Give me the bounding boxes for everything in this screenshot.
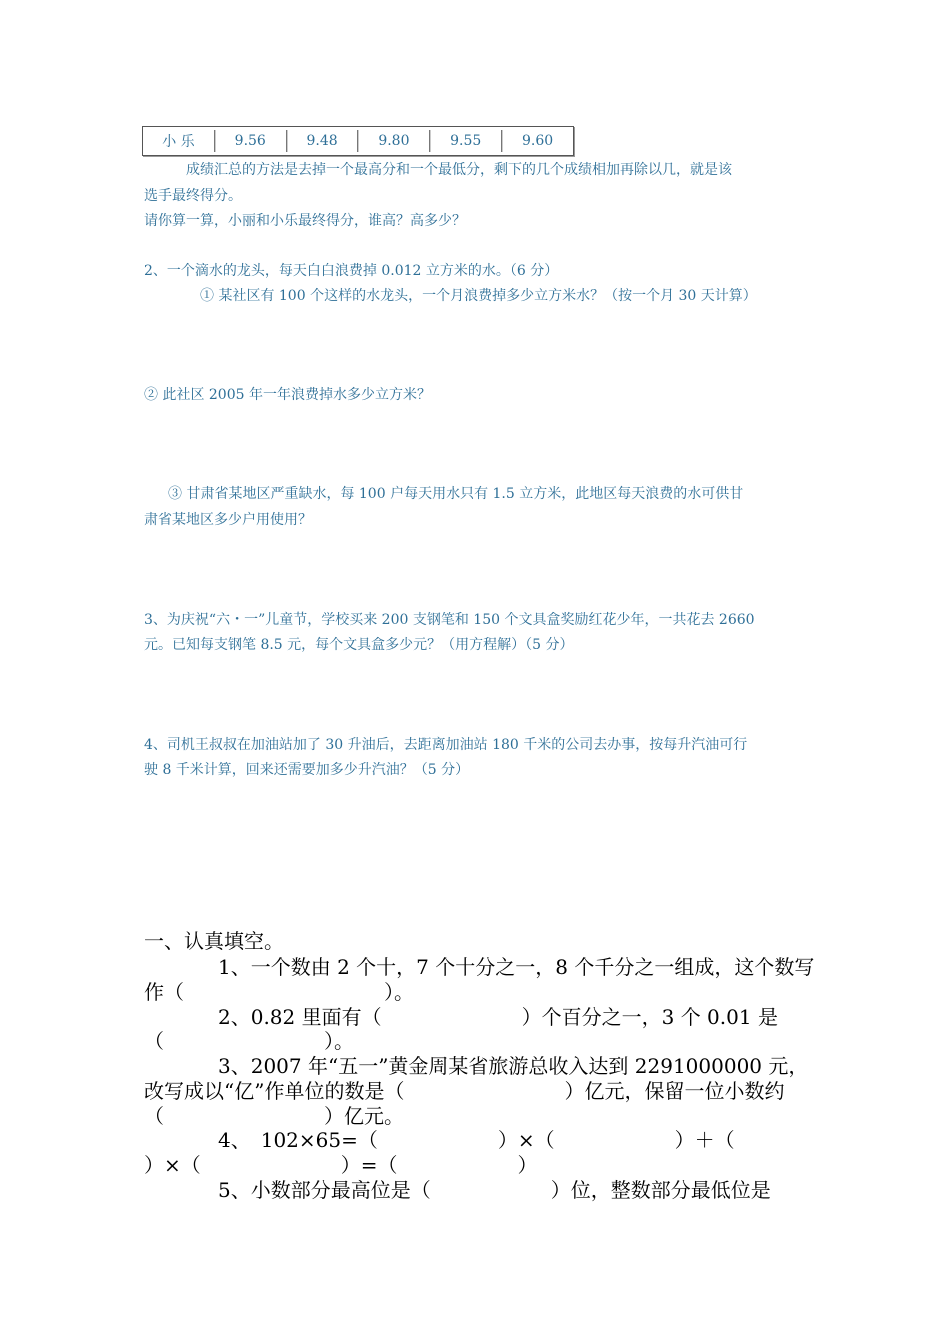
q2-part3-line2: 肃省某地区多少户用使用？ — [144, 512, 312, 528]
q4-line1: 4、司机王叔叔在加油站加了 30 升油后，去距离加油站 180 千米的公司去办事，按每升汽油可行 — [144, 737, 748, 753]
q2-part2: ② 此社区 2005 年一年浪费掉水多少立方米？ — [144, 387, 431, 403]
fill3-line1: 3、2007 年“五一”黄金周某省旅游总收入达到 2291000000 元， — [218, 1054, 809, 1078]
fill2-line2: （ ）。 — [144, 1029, 354, 1053]
score-table-row — [142, 126, 574, 156]
q2-part1: ① 某社区有 100 个这样的水龙头，一个月浪费掉多少立方米水？（按一个月 30 天计算） — [200, 288, 757, 304]
table-cell-name: 小 乐 — [143, 130, 215, 152]
fill1-line1: 1、一个数由 2 个十，7 个十分之一，8 个千分之一组成，这个数写 — [218, 955, 815, 979]
fill5-line1: 5、小数部分最高位是（ ）位，整数部分最低位是 — [218, 1178, 771, 1202]
fill2-line1: 2、0.82 里面有（ ）个百分之一，3 个 0.01 是 — [218, 1005, 778, 1029]
rule-text-line1: 成绩汇总的方法是去掉一个最高分和一个最低分，剩下的几个成绩相加再除以几，就是该 — [186, 162, 732, 178]
fill4-line1: 4、 102×65=（ ）×（ ）＋（ — [218, 1128, 735, 1152]
fill3-line2: 改写成以“亿”作单位的数是（ ）亿元，保留一位小数约 — [144, 1079, 785, 1103]
table-cell-score-2: 9.48 — [287, 130, 359, 152]
table-cell-score-5: 9.60 — [521, 133, 554, 149]
table-cell-score-1: 9.56 — [215, 130, 287, 152]
q3-line2: 元。已知每支钢笔 8.5 元，每个文具盒多少元？（用方程解）（5 分） — [144, 637, 574, 653]
section-title: 一、认真填空。 — [144, 929, 284, 953]
fill1-line2: 作（ ）。 — [144, 980, 414, 1004]
q2-title: 2、一个滴水的龙头，每天白白浪费掉 0.012 立方米的水。（6 分） — [144, 263, 559, 279]
table-cell-score-4: 9.55 — [430, 130, 502, 152]
rule-text-line2: 选手最终得分。 — [144, 188, 242, 204]
fill3-line3: （ ）亿元。 — [144, 1104, 404, 1128]
q3-line1: 3、为庆祝“六・一”儿童节，学校买来 200 支钢笔和 150 个文具盒奖励红花少年，一共花去 2660 — [144, 612, 755, 628]
table-cell-score-3: 9.80 — [358, 130, 430, 152]
q2-part3-line1: ③ 甘肃省某地区严重缺水，每 100 户每天用水只有 1.5 立方米，此地区每天浪费的水可供甘 — [168, 486, 744, 502]
question-ask: 请你算一算，小丽和小乐最终得分，谁高？高多少？ — [144, 213, 466, 229]
q4-line2: 驶 8 千米计算，回来还需要加多少升汽油？（5 分） — [144, 762, 470, 778]
fill4-line2: ）×（ ）=（ ） — [144, 1153, 538, 1177]
